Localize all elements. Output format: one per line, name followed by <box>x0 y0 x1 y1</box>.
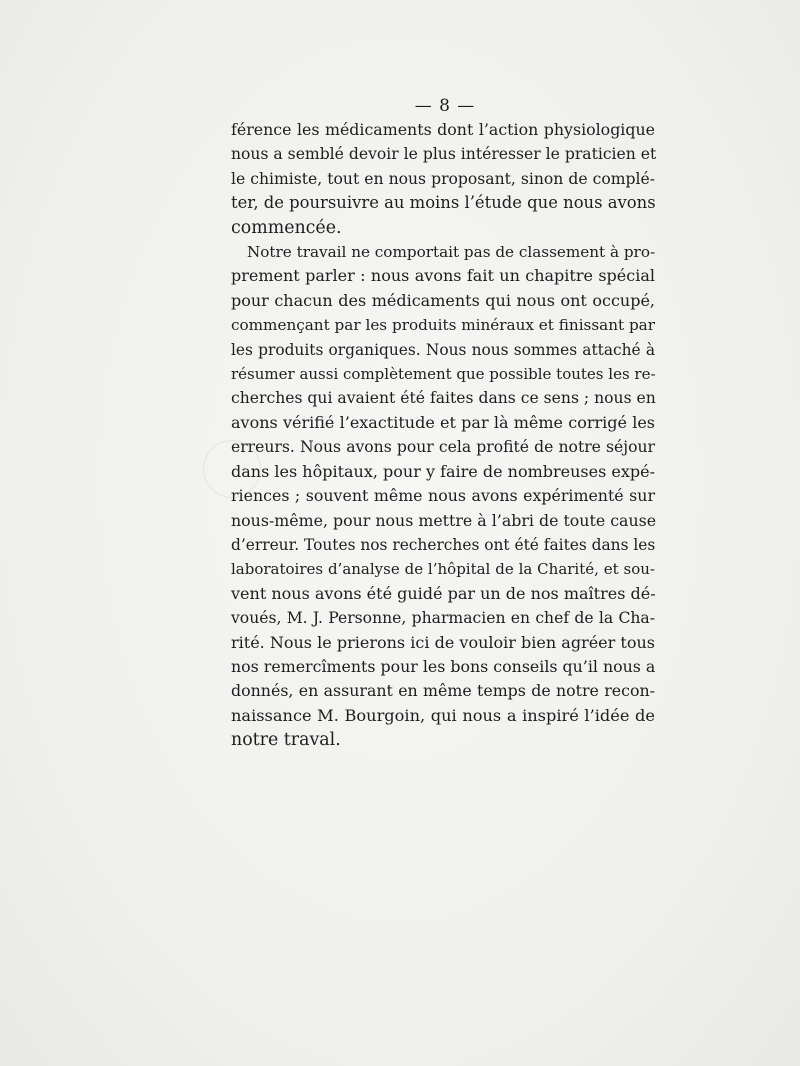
text-line: nos remercîments pour les bons conseils qu’il nous a <box>231 656 656 676</box>
text-line: pour chacun des médicaments qui nous ont occupé, <box>231 290 655 310</box>
text-line: prement parler : nous avons fait un chapitre spécial <box>231 266 655 286</box>
text-line: notre traval. <box>231 730 341 751</box>
text-line: commencée. <box>231 217 342 238</box>
text-line: cherches qui avaient été faites dans ce sens ; nous en <box>231 389 656 408</box>
text-line: d’erreur. Toutes nos recherches ont été faites dans les <box>231 535 656 554</box>
text-line: naissance M. Bourgoin, qui nous a inspiré l’idée de <box>231 705 655 725</box>
text-line: avons vérifié l’exactitude et par là même corrigé les <box>231 412 655 432</box>
text-line: résumer aussi complètement que possible toutes les re- <box>231 365 656 384</box>
text-line: nous-même, pour nous mettre à l’abri de toute cause <box>231 510 657 530</box>
text-line: laboratoires d’analyse de l’hôpital de la Charité, et sou- <box>231 560 655 579</box>
text-line: riences ; souvent même nous avons expérimenté sur <box>231 486 655 506</box>
text-line: férence les médicaments dont l’action physiologique <box>231 120 655 139</box>
text-line: dans les hôpitaux, pour y faire de nombreuses expé- <box>231 461 656 481</box>
page-number: — 8 — <box>414 96 476 116</box>
text-line: nous a semblé devoir le plus intéresser le praticien et <box>231 145 657 164</box>
text-line: rité. Nous le prierons ici de vouloir bien agréer tous <box>231 632 655 652</box>
text-line: ter, de poursuivre au moins l’étude que nous avons <box>231 193 656 213</box>
text-line: donnés, en assurant en même temps de notre recon- <box>231 681 655 701</box>
text-line: erreurs. Nous avons pour cela profité de notre séjour <box>231 438 655 457</box>
body-text <box>231 118 655 753</box>
text-line: Notre travail ne comportait pas de classement à pro- <box>247 243 656 262</box>
text-line: voués, M. J. Personne, pharmacien en chef de la Cha- <box>231 609 655 628</box>
text-line: commençant par les produits minéraux et finissant par <box>231 316 655 335</box>
text-line: les produits organiques. Nous nous sommes attaché à <box>231 340 655 359</box>
text-line: vent nous avons été guidé par un de nos maîtres dé- <box>231 583 656 603</box>
text-line: le chimiste, tout en nous proposant, sinon de complé- <box>231 169 655 188</box>
